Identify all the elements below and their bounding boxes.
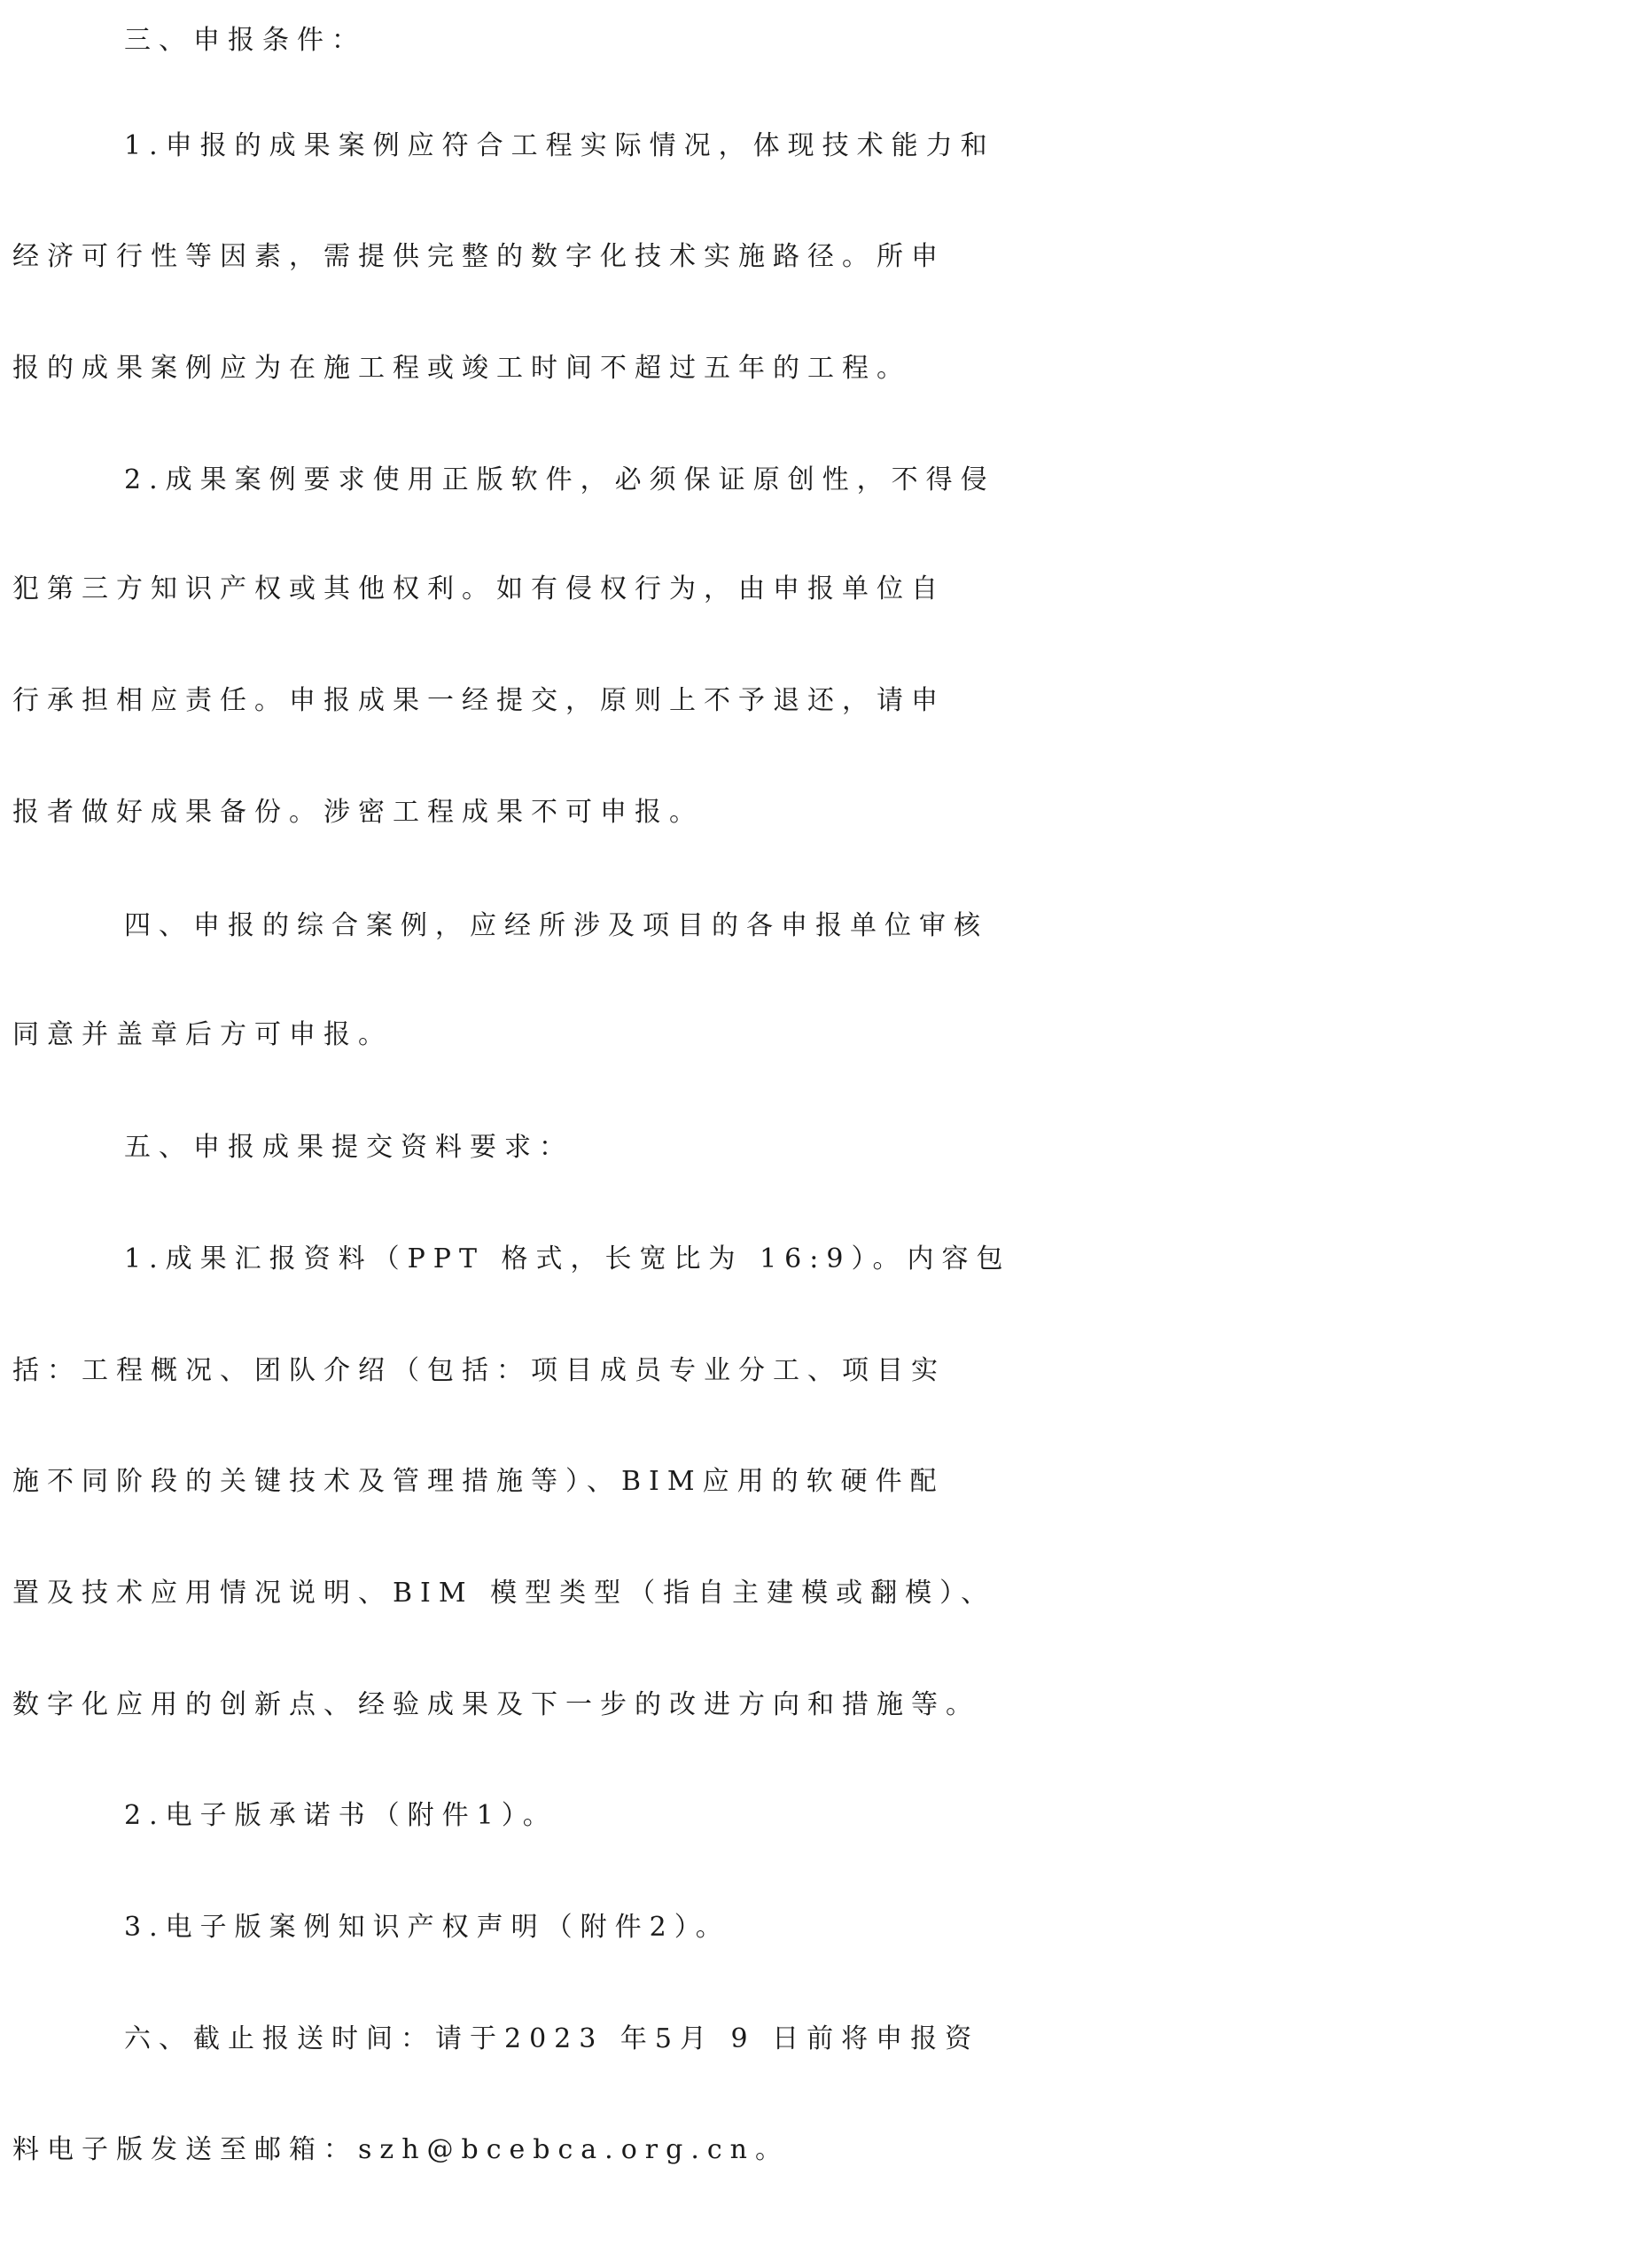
section-4-heading: 四、申报的综合案例，应经所涉及项目的各申报单位审核 [124, 910, 988, 941]
paragraph-line: 2.电子版承诺书（附件1）。 [124, 1800, 557, 1831]
paragraph-line: 1.成果汇报资料（PPT 格式，长宽比为 16:9）。内容包 [124, 1243, 1011, 1274]
paragraph-line: 报者做好成果备份。涉密工程成果不可申报。 [12, 797, 704, 828]
email-line: 料电子版发送至邮箱：szh@bcebca.org.cn。 [12, 2134, 790, 2165]
paragraph-line: 1.申报的成果案例应符合工程实际情况，体现技术能力和 [124, 130, 995, 161]
section-5-heading: 五、申报成果提交资料要求： [124, 1132, 573, 1163]
paragraph-line: 施不同阶段的关键技术及管理措施等）、BIM应用的软硬件配 [12, 1466, 945, 1497]
paragraph-line: 同意并盖章后方可申报。 [12, 1019, 393, 1050]
section-6-heading: 六、截止报送时间：请于2023 年5月 9 日前将申报资 [124, 2023, 980, 2054]
paragraph-line: 括：工程概况、团队介绍（包括：项目成员专业分工、项目实 [12, 1355, 946, 1386]
paragraph-line: 置及技术应用情况说明、BIM 模型类型（指自主建模或翻模）、 [12, 1578, 996, 1609]
paragraph-line: 2.成果案例要求使用正版软件，必须保证原创性，不得侵 [124, 464, 995, 495]
paragraph-line: 数字化应用的创新点、经验成果及下一步的改进方向和措施等。 [12, 1689, 980, 1720]
paragraph-line: 3.电子版案例知识产权声明（附件2）。 [124, 1912, 730, 1943]
paragraph-line: 行承担相应责任。申报成果一经提交，原则上不予退还，请申 [12, 685, 946, 716]
paragraph-line: 报的成果案例应为在施工程或竣工时间不超过五年的工程。 [12, 353, 911, 384]
paragraph-line: 犯第三方知识产权或其他权利。如有侵权行为，由申报单位自 [12, 573, 946, 604]
paragraph-line: 经济可行性等因素，需提供完整的数字化技术实施路径。所申 [12, 241, 946, 272]
section-3-heading: 三、申报条件： [124, 25, 366, 56]
